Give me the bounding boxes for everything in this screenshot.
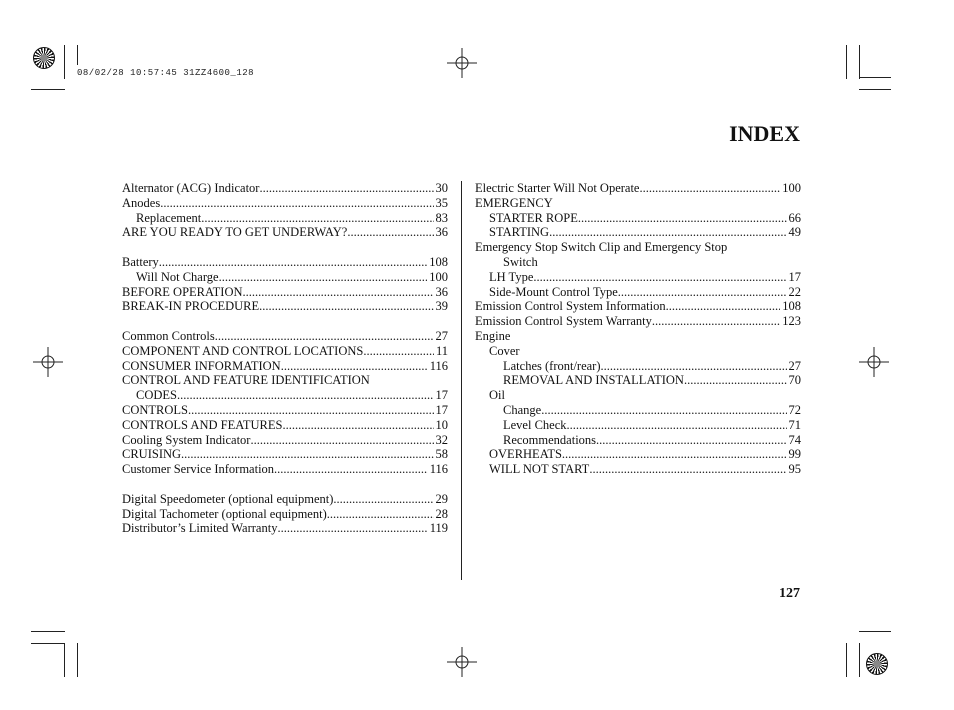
dot-leader xyxy=(188,403,434,418)
index-entry-label: Emission Control System Warranty xyxy=(475,314,652,329)
index-entry-page: 74 xyxy=(788,432,801,447)
crosshair-icon xyxy=(447,48,477,78)
index-heading: Engine xyxy=(475,328,511,343)
index-entry xyxy=(122,492,448,507)
index-entry-page: 27 xyxy=(435,328,448,343)
index-entry-page: 29 xyxy=(435,491,448,506)
registration-target-icon xyxy=(33,47,55,69)
index-entry-page: 36 xyxy=(435,284,448,299)
index-entry-label: ARE YOU READY TO GET UNDERWAY? xyxy=(122,225,348,240)
index-entry xyxy=(122,521,448,536)
dot-leader xyxy=(601,359,787,374)
index-column-right xyxy=(475,181,801,477)
index-entry-label: COMPONENT AND CONTROL LOCATIONS xyxy=(122,343,364,358)
index-entry-page: 49 xyxy=(788,225,801,240)
crosshair-icon xyxy=(33,347,63,377)
dot-leader xyxy=(215,329,434,344)
index-entry-label: STARTER ROPE xyxy=(489,210,578,225)
index-heading: Cover xyxy=(489,343,520,358)
index-entry-label: Change xyxy=(503,402,542,417)
index-entry-label: CONTROLS AND FEATURES xyxy=(122,417,283,432)
index-entry-page: 32 xyxy=(435,432,448,447)
dot-leader xyxy=(363,344,434,359)
dot-leader xyxy=(259,181,433,196)
dot-leader xyxy=(250,433,433,448)
dot-leader xyxy=(549,225,786,240)
index-entry-page: 66 xyxy=(788,210,801,225)
index-entry-page: 72 xyxy=(788,402,801,417)
index-entry xyxy=(122,388,448,403)
index-entry xyxy=(122,270,448,285)
index-gap xyxy=(122,314,448,329)
column-divider xyxy=(461,181,462,580)
index-entry-label: CRUISING xyxy=(122,447,182,462)
index-entry-page: 27 xyxy=(788,358,801,373)
index-entry-page: 108 xyxy=(429,254,448,269)
index-entry-page: 70 xyxy=(788,373,801,388)
index-entry xyxy=(475,299,801,314)
index-entry-label: OVERHEATS xyxy=(489,447,562,462)
dot-leader xyxy=(567,418,787,433)
index-entry xyxy=(475,285,801,300)
index-entry-label: Alternator (ACG) Indicator xyxy=(122,181,260,195)
index-entry xyxy=(475,462,801,477)
index-entry-page: 95 xyxy=(788,462,801,477)
index-entry-page: 83 xyxy=(435,210,448,225)
index-entry xyxy=(475,225,801,240)
index-entry xyxy=(122,403,448,418)
index-entry xyxy=(122,359,448,374)
crosshair-icon xyxy=(859,347,889,377)
index-entry xyxy=(122,447,448,462)
index-entry-label: CONTROLS xyxy=(122,402,188,417)
index-entry-page: 22 xyxy=(788,284,801,299)
dot-leader xyxy=(177,388,434,403)
index-entry xyxy=(122,462,448,477)
index-entry-label: CODES xyxy=(136,388,177,403)
dot-leader xyxy=(652,314,780,329)
page-number: 127 xyxy=(779,586,800,601)
index-entry-page: 39 xyxy=(435,299,448,314)
index-entry-label: Level Check xyxy=(503,417,567,432)
dot-leader xyxy=(333,492,433,507)
index-entry-page: 71 xyxy=(788,417,801,432)
dot-leader xyxy=(347,225,433,240)
dot-leader xyxy=(181,447,433,462)
index-entry-label: BREAK-IN PROCEDURE xyxy=(122,299,260,314)
index-gap xyxy=(122,477,448,492)
index-entry-page: 116 xyxy=(429,462,448,477)
dot-leader xyxy=(259,299,433,314)
index-entry-page: 100 xyxy=(782,181,801,195)
dot-leader xyxy=(201,211,433,226)
index-entry xyxy=(475,418,801,433)
index-entry-page: 36 xyxy=(435,225,448,240)
index-entry xyxy=(122,433,448,448)
index-entry xyxy=(475,181,801,196)
index-entry-label: BEFORE OPERATION xyxy=(122,284,243,299)
index-entry xyxy=(475,359,801,374)
index-heading: Switch xyxy=(503,254,538,269)
index-entry-page: 17 xyxy=(435,402,448,417)
dot-leader xyxy=(666,299,781,314)
index-entry xyxy=(122,181,448,196)
index-entry xyxy=(475,433,801,448)
dot-leader xyxy=(639,181,780,196)
index-entry-label: LH Type xyxy=(489,269,534,284)
index-entry xyxy=(122,225,448,240)
index-entry-label: Distributor’s Limited Warranty xyxy=(122,521,278,536)
index-entry xyxy=(122,285,448,300)
index-entry-page: 108 xyxy=(782,299,801,314)
index-entry-label: Cooling System Indicator xyxy=(122,432,251,447)
index-entry-page: 35 xyxy=(435,195,448,210)
dot-leader xyxy=(282,418,433,433)
dot-leader xyxy=(533,270,786,285)
index-entry-page: 116 xyxy=(429,358,448,373)
index-entry xyxy=(475,270,801,285)
index-entry-page: 17 xyxy=(435,388,448,403)
index-entry-page: 119 xyxy=(429,521,448,536)
index-entry xyxy=(122,299,448,314)
registration-target-icon xyxy=(866,653,888,675)
index-entry-page: 28 xyxy=(435,506,448,521)
index-entry-label: WILL NOT START xyxy=(489,462,590,477)
dot-leader xyxy=(281,359,428,374)
index-entry xyxy=(475,447,801,462)
index-heading: EMERGENCY xyxy=(475,195,553,210)
index-entry-label: Digital Speedometer (optional equipment) xyxy=(122,491,334,506)
index-entry-page: 99 xyxy=(788,447,801,462)
index-entry-label: Anodes xyxy=(122,195,161,210)
index-entry-page: 10 xyxy=(435,417,448,432)
print-stamp: 08/02/28 10:57:45 31ZZ4600_128 xyxy=(77,68,255,78)
index-entry-label: Digital Tachometer (optional equipment) xyxy=(122,506,327,521)
index-entry-label: Battery xyxy=(122,254,159,269)
index-entry xyxy=(122,196,448,211)
dot-leader xyxy=(618,285,787,300)
dot-leader xyxy=(596,433,786,448)
dot-leader xyxy=(684,373,787,388)
index-entry xyxy=(122,507,448,522)
index-entry xyxy=(122,211,448,226)
index-entry-label: Side-Mount Control Type xyxy=(489,284,618,299)
dot-leader xyxy=(243,285,434,300)
dot-leader xyxy=(277,521,427,536)
index-entry xyxy=(475,403,801,418)
index-entry xyxy=(122,418,448,433)
index-entry-label: Replacement xyxy=(136,210,202,225)
index-entry-label: CONSUMER INFORMATION xyxy=(122,358,281,373)
index-entry-page: 17 xyxy=(788,269,801,284)
index-entry-label: Common Controls xyxy=(122,328,215,343)
index-heading: Emergency Stop Switch Clip and Emergency Stop xyxy=(475,240,728,255)
index-entry-label: Will Not Charge xyxy=(136,269,219,284)
dot-leader xyxy=(562,447,787,462)
index-entry-page: 58 xyxy=(435,447,448,462)
dot-leader xyxy=(160,196,433,211)
index-entry xyxy=(475,314,801,329)
index-entry-label: Customer Service Information xyxy=(122,462,275,477)
index-entry xyxy=(475,211,801,226)
index-entry-label: STARTING xyxy=(489,225,550,240)
index-entry-label: REMOVAL AND INSTALLATION xyxy=(503,373,684,388)
index-entry-label: Latches (front/rear) xyxy=(503,358,601,373)
dot-leader xyxy=(327,507,434,522)
index-entry xyxy=(122,329,448,344)
index-entry xyxy=(122,344,448,359)
dot-leader xyxy=(219,270,428,285)
index-entry-label: Electric Starter Will Not Operate xyxy=(475,181,640,195)
index-gap xyxy=(122,240,448,255)
dot-leader xyxy=(159,255,427,270)
index-entry-page: 30 xyxy=(435,181,448,195)
index-entry xyxy=(475,373,801,388)
dot-leader xyxy=(274,462,428,477)
page-title: INDEX xyxy=(729,121,800,146)
index-heading: CONTROL AND FEATURE IDENTIFICATION xyxy=(122,373,370,388)
index-entry-page: 100 xyxy=(429,269,448,284)
index-heading: Oil xyxy=(489,388,505,403)
index-entry-label: Emission Control System Information xyxy=(475,299,666,314)
index-column-left xyxy=(122,181,448,536)
index-entry xyxy=(122,255,448,270)
index-entry-page: 11 xyxy=(435,343,448,358)
index-entry-page: 123 xyxy=(782,314,801,329)
index-entry-label: Recommendations xyxy=(503,432,597,447)
dot-leader xyxy=(578,211,787,226)
dot-leader xyxy=(589,462,786,477)
crosshair-icon xyxy=(447,647,477,677)
dot-leader xyxy=(541,403,786,418)
